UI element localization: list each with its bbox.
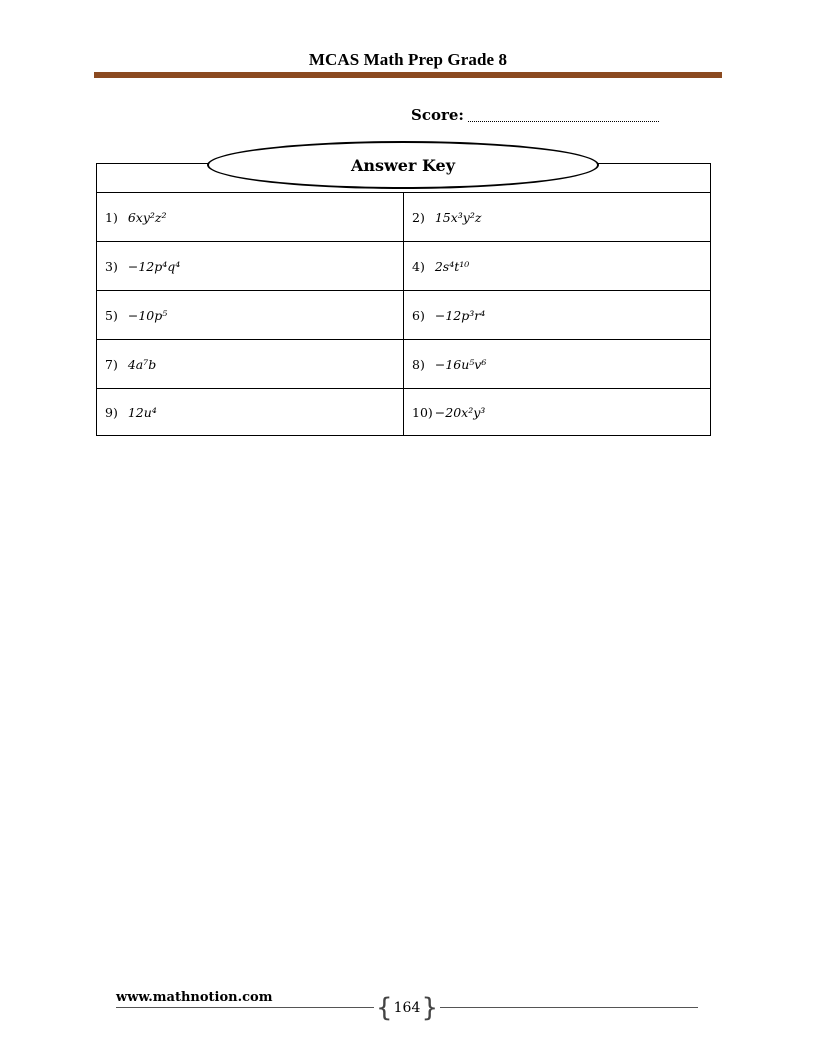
answer-key-title-banner: [207, 141, 599, 189]
answer-cell: [404, 340, 710, 388]
score-label: Score:: [411, 106, 464, 124]
answer-expression: 12u⁴: [127, 405, 157, 420]
answer-number: 7): [105, 356, 118, 372]
answer-key-table: [96, 163, 711, 436]
answer-expression: −16u⁵v⁶: [434, 356, 487, 372]
answer-number: 2): [412, 209, 425, 225]
answer-key-grid: [97, 192, 710, 436]
page-number: 164: [393, 1000, 421, 1016]
answer-cell: [404, 389, 710, 436]
table-row: [97, 193, 710, 242]
answer-number: 3): [105, 258, 118, 274]
answer-cell: [97, 242, 404, 290]
answer-expression: −20x²y³: [434, 405, 486, 420]
answer-expression: −12p³r⁴: [434, 307, 486, 323]
answer-number: 1): [105, 209, 118, 225]
answer-expression: −10p⁵: [127, 307, 168, 323]
answer-expression: 6xy²z²: [127, 209, 167, 225]
answer-cell: [404, 193, 710, 241]
table-row: [97, 389, 710, 436]
answer-expression: 15x³y²z: [434, 209, 482, 225]
page-number-block: [376, 992, 438, 1024]
answer-cell: [97, 340, 404, 388]
answer-cell: [97, 389, 404, 436]
left-brace-icon: {: [376, 993, 393, 1023]
score-blank-line: [468, 121, 659, 122]
answer-number: 8): [412, 356, 425, 372]
answer-expression: 4a⁷b: [127, 356, 157, 372]
answer-expression: 2s⁴t¹⁰: [434, 258, 470, 274]
answer-key-title: Answer Key: [350, 155, 456, 175]
footer-website: www.mathnotion.com: [116, 990, 273, 1005]
table-row: [97, 340, 710, 389]
header-rule: [94, 72, 722, 78]
right-brace-icon: }: [421, 993, 438, 1023]
answer-number: 5): [105, 307, 118, 323]
footer-rule-left: [116, 1007, 374, 1008]
table-row: [97, 242, 710, 291]
answer-number: 4): [412, 258, 425, 274]
answer-number: 6): [412, 307, 425, 323]
page-header-title: MCAS Math Prep Grade 8: [308, 50, 508, 69]
answer-cell: [97, 291, 404, 339]
answer-number: 9): [105, 405, 118, 420]
footer-rule-right: [440, 1007, 698, 1008]
answer-cell: [404, 242, 710, 290]
answer-cell: [404, 291, 710, 339]
answer-expression: −12p⁴q⁴: [127, 258, 181, 274]
answer-number: 10): [412, 405, 433, 420]
answer-cell: [97, 193, 404, 241]
table-row: [97, 291, 710, 340]
